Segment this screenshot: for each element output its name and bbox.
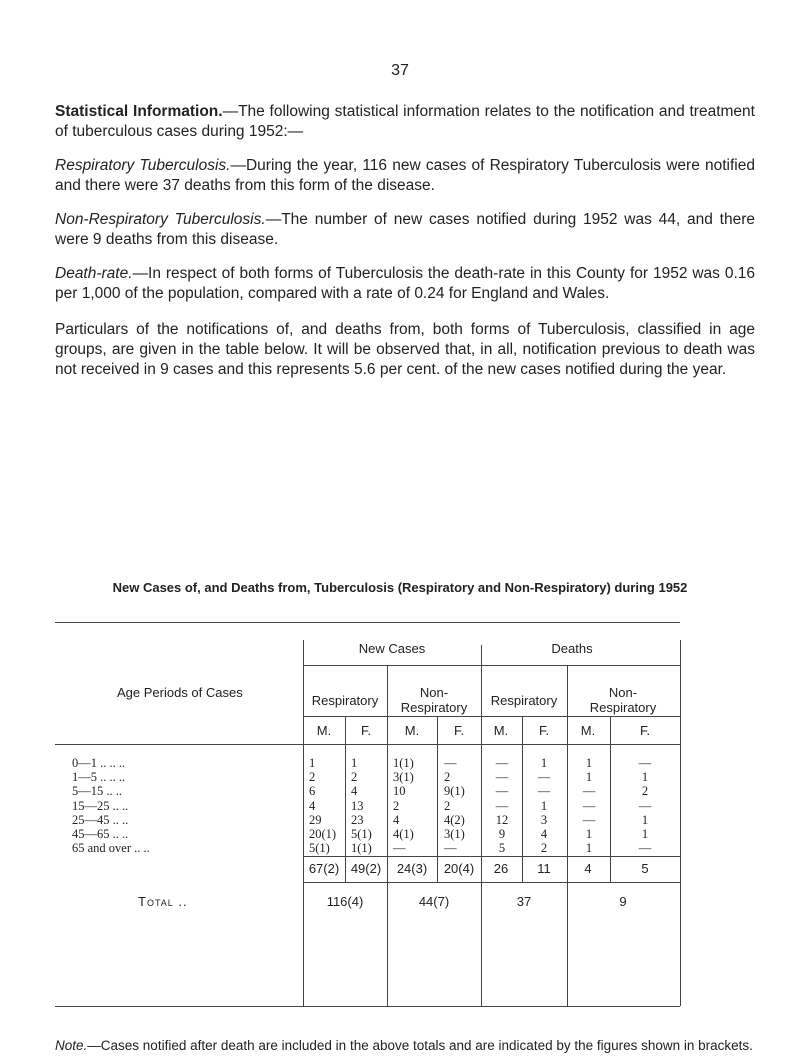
col-divider-4 [481,645,482,1006]
col-divider-age [303,640,304,1006]
table-cell: 6 [309,784,316,799]
table-cell: 1 [351,756,358,770]
new-nonresp-f-column [444,756,465,855]
table-cell: 5(1) [351,827,372,842]
age-periods-header: Age Periods of Cases [117,685,243,700]
age-group-row: 65 and over .. .. [72,841,150,856]
note-text: —Cases notified after death are included in the above totals and are indicated by the figures shown in brackets. [87,1037,753,1053]
m-header-4: M. [580,723,596,738]
table-cell: — [495,756,509,770]
particulars-paragraph: Particulars of the notifications of, and deaths from, both forms of Tuberculosis, classified in age groups, are given in the table below. It will be observed that, in all, notification previous to death was not received in 9 cases and this represents 5.6 per cent. of the new cases notified during the year. [55,320,755,378]
m-header-3: M. [493,723,509,738]
deaths-respiratory-header: Respiratory [490,693,558,708]
table-cell: 4(1) [393,827,414,842]
total-new-respiratory: 116(4) [326,894,364,909]
page-number: 37 [391,62,409,79]
age-group-column [72,756,300,855]
table-cell: 2 [393,798,400,813]
table-cell: — [638,756,652,770]
col-divider-5 [522,716,523,882]
table-cell: 3(1) [444,827,465,842]
non-respiratory-text: —The number of new cases notified during 1952 was 44, and there were 9 deaths from this disease. [55,210,755,248]
subtotal-cell: 5 [641,861,649,876]
table-cell: 29 [309,812,322,827]
table-cell: 1 [641,770,649,785]
table-cell: 5 [498,841,506,856]
table-cell: — [495,770,509,785]
table-cell: 4 [393,812,400,827]
table-top-rule [55,622,680,623]
death-rate-text: —In respect of both forms of Tuberculosis the death-rate in this County for 1952 was 0.16 per 1,000 of the population, compared with a rate of 0.24 for England and Wales. [55,264,755,302]
col-divider-3 [437,716,438,882]
table-cell: 20(1) [309,827,337,842]
table-cell: — [393,841,406,856]
new-respiratory-header: Respiratory [311,693,379,708]
table-cell: 10 [393,784,406,799]
table-cell: 4 [540,827,548,842]
respiratory-heading: Respiratory Tuberculosis. [55,156,231,174]
table-cell: — [582,798,596,813]
death-rate-heading: Death-rate. [55,264,133,282]
table-cell: 2 [309,770,316,785]
table-cell: 23 [351,812,364,827]
respiratory-paragraph [55,156,755,196]
table-cell: 2 [444,770,451,785]
table-cell: 1 [540,798,548,813]
age-group-row: 0—1 .. .. .. [72,756,126,770]
intro-heading: Statistical Information. [55,102,223,120]
table-right-edge [680,640,681,1006]
deaths-header: Deaths [551,641,593,656]
note-label: Note. [55,1037,88,1053]
intro-text: —The following statistical information relates to the notification and treatment of tuberculous cases during 1952:— [55,102,755,140]
header-rule-1 [303,665,680,666]
death-rate-paragraph [55,264,755,304]
subtotal-cell: 26 [493,861,509,876]
age-group-row: 5—15 .. .. [72,784,122,799]
col-divider-1 [345,716,346,882]
subtotal-cell: 4 [584,861,592,876]
table-cell: 1 [585,841,593,856]
table-cell: 1 [585,770,593,785]
table-cell: — [638,798,652,813]
f-header-3: F. [538,723,550,738]
new-non-header-2: Respiratory [400,700,468,715]
age-group-row: 15—25 .. .. [72,798,129,813]
subtotal-cell: 20(4) [443,861,475,876]
f-header-1: F. [360,723,372,738]
table-cell: 2 [641,784,649,799]
new-resp-f-column [351,756,372,855]
f-header-4: F. [639,723,651,738]
subtotal-cell: 11 [537,861,551,876]
deaths-resp-m-column [486,756,518,855]
subtotal-cell: 24(3) [396,861,428,876]
table-note [55,1038,755,1054]
new-nonresp-m-column [393,756,414,855]
table-cell: 2 [351,770,358,785]
table-cell: — [495,784,509,799]
age-group-row: 45—65 .. .. [72,827,129,842]
subtotal-cell: 67(2) [308,861,340,876]
subtotal-cell: 49(2) [350,861,382,876]
table-cell: — [495,798,509,813]
m-header-1: M. [316,723,332,738]
table-cell: — [582,784,596,799]
table-cell: 5(1) [309,841,330,856]
table-cell: 3(1) [393,770,414,785]
table-title: New Cases of, and Deaths from, Tuberculosis (Respiratory and Non-Respiratory) during 1952 [112,580,688,595]
table-cell: 13 [351,798,364,813]
deaths-resp-f-column [527,756,561,855]
header-rule-3 [55,744,680,745]
table-cell: — [444,756,457,770]
table-cell: 2 [444,798,451,813]
table-cell: — [537,770,551,785]
deaths-nonresp-m-column [572,756,606,855]
total-label: Total .. [138,894,188,909]
table-bottom-rule [55,1006,680,1007]
deaths-non-header-2: Respiratory [589,700,657,715]
table-cell: 4 [351,784,358,799]
new-resp-m-column [309,756,336,855]
subtotal-top-rule [303,856,680,857]
total-deaths-non-respiratory: 9 [619,894,627,909]
total-deaths-respiratory: 37 [516,894,532,909]
age-group-row: 1—5 .. .. .. [72,770,126,785]
col-divider-7 [610,716,611,882]
respiratory-text: —During the year, 116 new cases of Respiratory Tuberculosis were notified and there were 37 deaths from this form of the disease. [55,156,755,194]
intro-paragraph [55,102,755,142]
age-group-row: 25—45 .. .. [72,812,129,827]
table-cell: 1 [641,812,649,827]
table-cell: 4 [309,798,316,813]
table-cell: 12 [495,812,509,827]
table-cell: 1(1) [393,756,414,770]
f-header-2: F. [453,723,465,738]
non-respiratory-heading: Non-Respiratory Tuberculosis. [55,210,266,228]
total-new-non-respiratory: 44(7) [418,894,450,909]
table-cell: 4(2) [444,812,465,827]
col-divider-2 [387,665,388,1006]
table-cell: 1 [641,827,649,842]
non-respiratory-paragraph [55,210,755,250]
table-cell: 1(1) [351,841,372,856]
table-cell: — [638,841,652,856]
table-cell: 2 [540,841,548,856]
table-cell: — [444,841,457,856]
table-cell: 1 [540,756,548,770]
deaths-nonresp-f-column [630,756,660,855]
table-cell: 3 [540,812,548,827]
col-divider-6 [567,665,568,1006]
deaths-non-header-1: Non- [608,685,638,700]
table-cell: 1 [309,756,316,770]
m-header-2: M. [404,723,420,738]
table-cell: — [537,784,551,799]
table-cell: 1 [585,756,593,770]
table-cell: 9(1) [444,784,465,799]
table-cell: 9 [498,827,506,842]
subtotal-bottom-rule [303,882,680,883]
table-cell: 1 [585,827,593,842]
table-cell: — [582,812,596,827]
new-cases-header: New Cases [358,641,426,656]
header-rule-2 [303,716,680,717]
new-non-header-1: Non- [419,685,449,700]
